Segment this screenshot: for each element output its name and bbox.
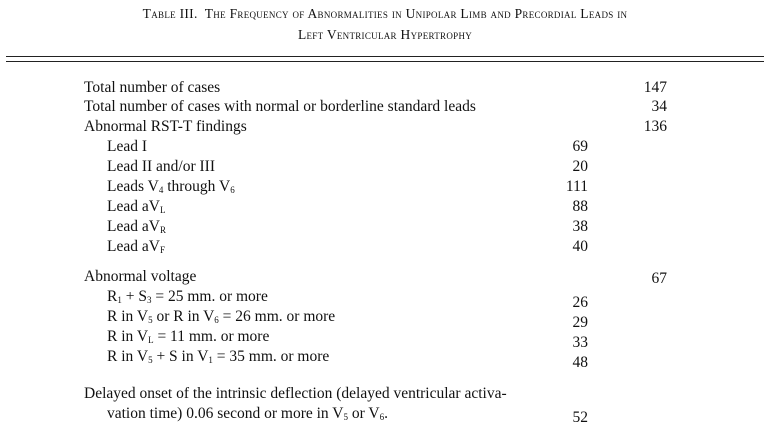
row-count: 26	[572, 294, 588, 311]
row-count: 20	[572, 158, 588, 175]
row-count: 38	[572, 218, 588, 235]
row-label: R in $V_5 + S$ in $V_1 = 35$ mm. or more	[107, 348, 330, 365]
double-rule-bottom	[6, 61, 764, 62]
row-count: 88	[572, 198, 588, 215]
row-label: Lead II and/or III	[107, 158, 216, 175]
row-total: 34	[651, 98, 667, 115]
table-title	[6, 6, 764, 22]
row-label: Lead I	[107, 138, 148, 155]
row-label: R in $V_L = 11$ mm. or more	[107, 328, 270, 345]
row-count: 29	[572, 314, 588, 331]
row-label: Total number of cases with normal or borderline standard leads	[84, 98, 476, 115]
row-count: 111	[565, 178, 588, 195]
row-label: Lead $aV_L$	[107, 198, 166, 215]
row-label: Abnormal RST-T findings	[84, 118, 247, 135]
row-count: 33	[572, 334, 588, 351]
row-label: Total number of cases	[84, 79, 221, 96]
row-label: Abnormal voltage	[84, 268, 197, 285]
double-rule-top	[6, 56, 764, 57]
row-label: Leads $V_4$ through $V_6$	[107, 178, 235, 195]
table-number: Table III.	[142, 6, 198, 21]
row-total: 67	[651, 270, 667, 287]
row-label: R in $V_5$ or R in $V_6 = 26$ mm. or more	[107, 308, 336, 325]
row-count: 40	[572, 238, 588, 255]
table-title-line-1: The Frequency of Abnormalities in Unipolar Limb and Precordial Leads in	[204, 6, 628, 21]
table-title-line-2: Left Ventricular Hypertrophy	[297, 27, 473, 42]
row-total: 147	[643, 79, 667, 96]
row-total: 136	[643, 118, 667, 135]
row-label-line-1: Delayed onset of the intrinsic deflection (delayed ventricular activa-	[84, 385, 507, 402]
row-label: Lead $aV_R$	[107, 218, 166, 235]
row-count: 52	[572, 409, 588, 426]
row-count: 69	[572, 138, 588, 155]
row-label: $R_1 + S_3 = 25$ mm. or more	[107, 288, 268, 305]
row-count: 48	[572, 354, 588, 371]
row-label: Lead $aV_F$	[107, 238, 165, 255]
row-label-line-2: vation time) 0.06 second or more in $V_5$ or $V_6$.	[107, 405, 388, 422]
